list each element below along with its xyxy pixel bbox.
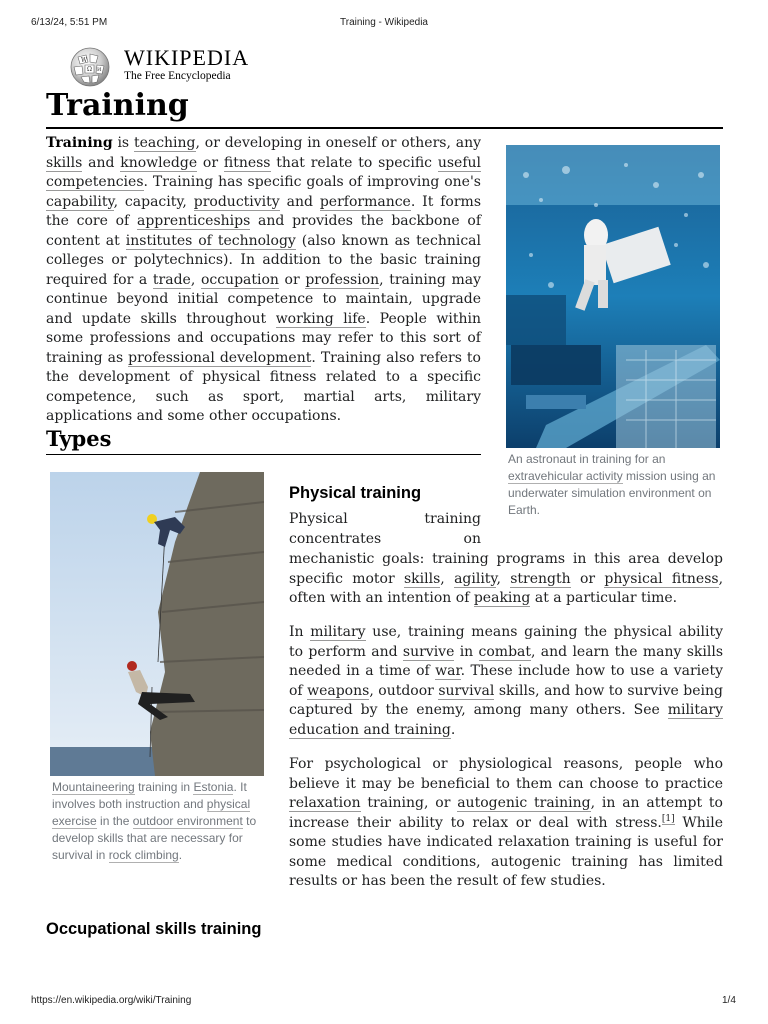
- page-title: Training: [46, 88, 189, 123]
- lead-word: concentrates: [289, 531, 382, 547]
- reference-1-link[interactable]: [1]: [661, 813, 675, 824]
- link-fitness[interactable]: fitness: [223, 154, 271, 171]
- link-useful-competencies[interactable]: useful competencies: [46, 154, 481, 190]
- link-knowledge[interactable]: knowledge: [120, 154, 198, 171]
- link-professional-development[interactable]: professional development: [128, 349, 312, 366]
- link-outdoor-environment[interactable]: outdoor environment: [132, 814, 243, 828]
- link-mountaineering[interactable]: Mountaineering: [52, 780, 135, 794]
- svg-text:И: И: [97, 67, 102, 73]
- physical-lead-line-2: [289, 530, 481, 550]
- link-military[interactable]: military: [310, 624, 366, 640]
- intro-bold-term: Training: [46, 135, 113, 151]
- link-extravehicular-activity[interactable]: extravehicular activity: [508, 469, 623, 483]
- link-peaking[interactable]: peaking: [473, 590, 531, 606]
- link-apprenticeships[interactable]: apprenticeships: [136, 213, 251, 229]
- link-physical-exercise[interactable]: physical exercise: [52, 797, 251, 828]
- link-war[interactable]: war: [435, 663, 461, 679]
- link-autogenic-training[interactable]: autogenic training: [457, 795, 591, 811]
- link-weapons[interactable]: weapons: [307, 682, 370, 699]
- link-physical-fitness[interactable]: physical fitness: [604, 570, 719, 587]
- astronaut-caption: An astronaut in training for an extravehicular activity mission using an underwater simulation environment on Earth.: [508, 452, 716, 517]
- link-strength[interactable]: strength: [510, 570, 571, 587]
- print-page-count: 1/4: [722, 995, 736, 1006]
- types-rule: [46, 454, 481, 455]
- mountaineering-caption: Mountaineering training in Estonia. It involves both instruction and physical exercise in the outdoor environment to develop skills that are necessary for survival in rock climbing.: [52, 780, 257, 862]
- link-military-education-and-training[interactable]: military education and training: [289, 702, 723, 738]
- link-survive[interactable]: survive: [402, 643, 455, 660]
- wikipedia-wordmark[interactable]: [124, 46, 249, 83]
- astronaut-training-image[interactable]: [506, 145, 720, 448]
- link-trade[interactable]: trade: [152, 271, 191, 288]
- lead-word: training: [424, 511, 481, 527]
- link-occupation[interactable]: occupation: [200, 271, 279, 288]
- link-estonia[interactable]: Estonia: [193, 780, 234, 794]
- link-productivity[interactable]: productivity: [193, 193, 280, 210]
- link-teaching[interactable]: teaching: [133, 135, 196, 151]
- link-profession[interactable]: profession: [305, 271, 380, 288]
- svg-text:Ω: Ω: [87, 66, 92, 73]
- link-rock-climbing[interactable]: rock climbing: [108, 848, 179, 862]
- link-combat[interactable]: combat: [478, 643, 532, 660]
- print-tab-title: Training - Wikipedia: [340, 17, 428, 28]
- physical-paragraph-3: For psychological or physiological reasons, people who believe it may be beneficial to them can choose to practice relaxation training, or autogenic training, in an attempt to increase their ability to relax or deal with stress.[1] While some studies have indicated relaxation training is useful for some medical conditions, autogenic training has limited results or has been the result of few studies.: [289, 756, 723, 889]
- link-agility[interactable]: agility: [454, 570, 497, 587]
- link-capability[interactable]: capability: [46, 193, 114, 210]
- wordmark-name: WIKIPEDIA: [124, 45, 250, 70]
- print-datetime: 6/13/24, 5:51 PM: [31, 17, 108, 28]
- link-performance[interactable]: performance: [319, 193, 411, 210]
- wordmark-tagline: The Free Encyclopedia: [124, 70, 231, 82]
- link-skills[interactable]: skills: [46, 154, 83, 171]
- subheading-occupational-skills-training: Occupational skills training: [46, 920, 262, 938]
- title-rule: [46, 127, 723, 129]
- section-heading-types: Types: [46, 426, 112, 451]
- link-survival[interactable]: survival: [438, 682, 495, 699]
- physical-lead-line-1: [289, 510, 481, 530]
- intro-paragraph: Training is teaching, or developing in oneself or others, any skills and knowledge or fitness that relate to specific useful competencies. Training has specific goals of improving one's capability, capacity, productivity and performance. It forms the core of apprenticeships and provides the backbone of content at institutes of technology (also known as technical colleges or polytechnics). In addition to the basic training required for a trade, occupation or profession, training may continue beyond initial competence to maintain, upgrade and update skills throughout working life. People within some professions and occupations may refer to this sort of training as professional development. Training also refers to the development of physical fitness related to a specific competence, such as sport, martial arts, military applications and some other occupations.: [46, 135, 482, 424]
- svg-text:W: W: [81, 57, 88, 64]
- physical-paragraph-2: In military use, training means gaining the physical ability to perform and survive in combat, and learn the many skills needed in a time of war. These include how to use a variety of weapons, outdoor survival skills, and how to survive being captured by the enemy, among many others. See military education and training.: [289, 624, 724, 738]
- print-url: https://en.wikipedia.org/wiki/Training: [31, 995, 192, 1006]
- mountaineering-image[interactable]: [50, 472, 264, 776]
- link-relaxation[interactable]: relaxation: [289, 795, 361, 811]
- lead-word: Physical: [289, 511, 348, 527]
- link-institutes-of-technology[interactable]: institutes of technology: [125, 232, 296, 249]
- lead-word: on: [463, 531, 481, 547]
- link-working-life[interactable]: working life: [275, 310, 366, 327]
- wikipedia-globe-icon[interactable]: [66, 45, 114, 87]
- physical-paragraph-1: mechanistic goals: training programs in this area develop specific motor skills, agility, strength or physical fitness, often with an intention of peaking at a particular time.: [289, 551, 724, 606]
- link-skills-2[interactable]: skills: [404, 570, 441, 587]
- subheading-physical-training: Physical training: [289, 484, 422, 502]
